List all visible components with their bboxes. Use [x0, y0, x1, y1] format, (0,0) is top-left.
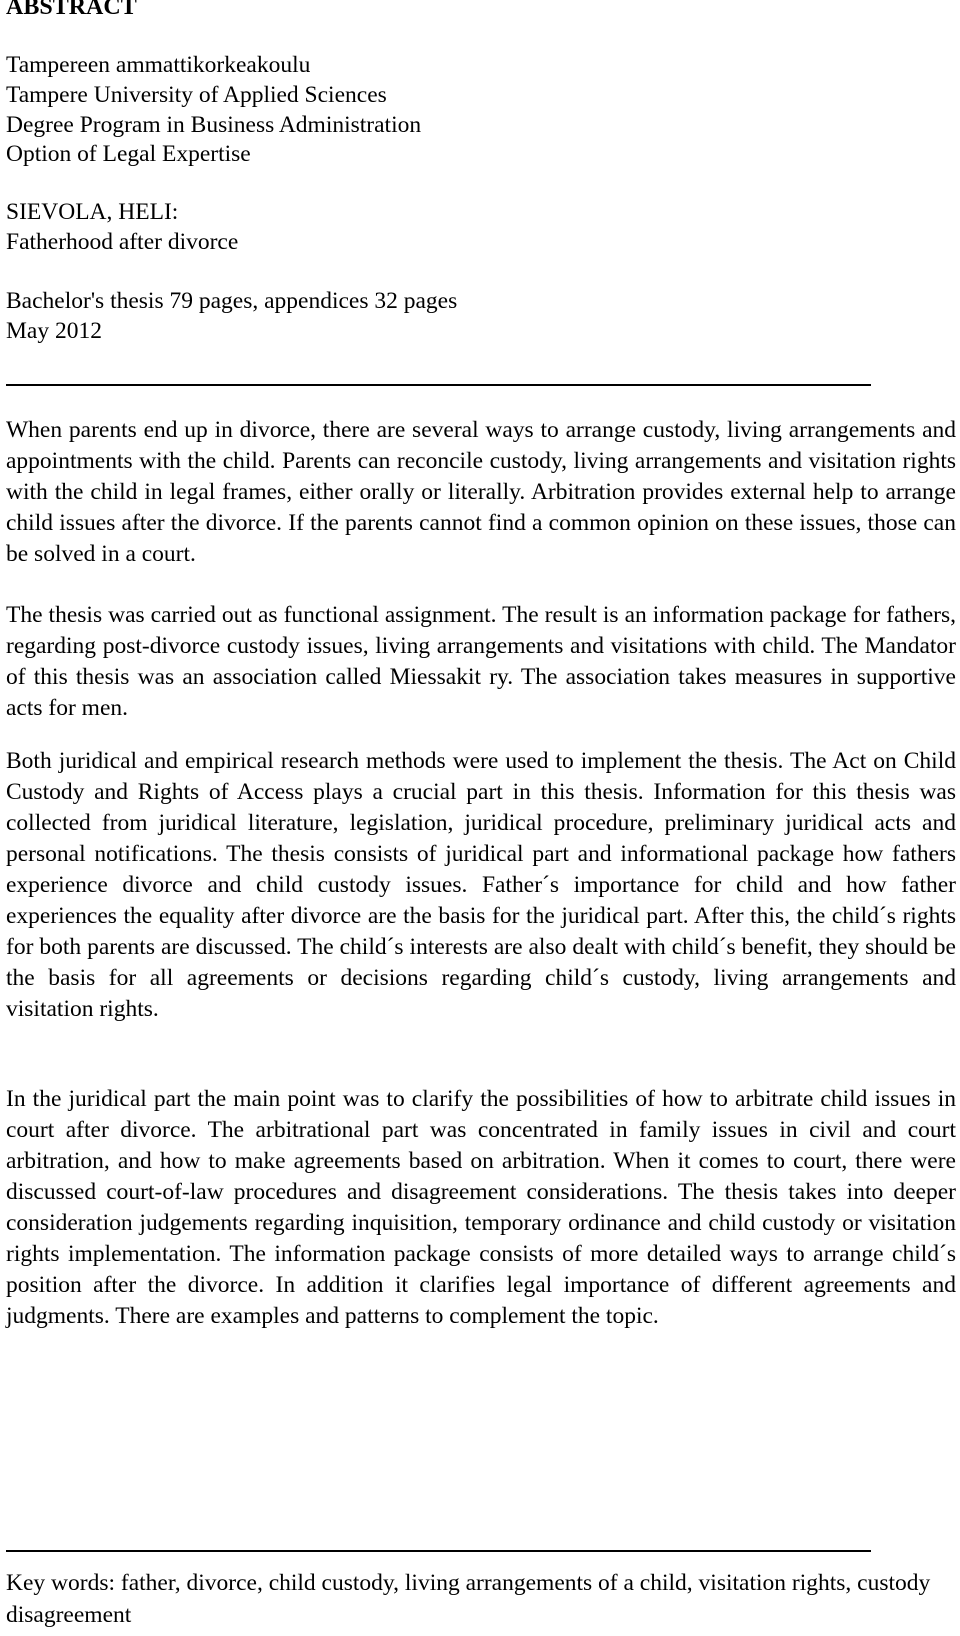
institution-name-english: Tampere University of Applied Sciences [6, 82, 387, 108]
degree-program: Degree Program in Business Administration [6, 112, 422, 138]
abstract-paragraph-2: The thesis was carried out as functional assignment. The result is an information package for fathers, regarding post-divorce custody issues, living arrangements and visitations with child. The Mandator of this thesis was an association called Miessakit ry. The association takes measures in supportive acts for men. [6, 602, 956, 721]
abstract-paragraph-4: In the juridical part the main point was to clarify the possibilities of how to arbitrate child issues in court after divorce. The arbitrational part was concentrated in family issues in civil and court arbitration, and how to make agreements based on arbitration. When it comes to court, there were discussed court-of-law procedures and disagreement considerations. The thesis takes into deeper consideration judgements regarding inquisition, temporary ordinance and child custody or visitation rights implementation. The information package consists of more detailed ways to arrange child´s position after the divorce. In addition it clarifies legal importance of different agreements and judgments. There are examples and patterns to complement the topic. [6, 1086, 956, 1329]
thesis-title: Fatherhood after divorce [6, 229, 239, 255]
abstract-heading: ABSTRACT [6, 0, 137, 20]
footer-divider [6, 1550, 871, 1552]
abstract-paragraph-1: When parents end up in divorce, there are several ways to arrange custody, living arrangements and appointments with the child. Parents can reconcile custody, living arrangements and visitation rights with the child in legal frames, either orally or literally. Arbitration provides external help to arrange child issues after the divorce. If the parents cannot find a common opinion on these issues, those can be solved in a court. [6, 417, 956, 567]
thesis-info: Bachelor's thesis 79 pages, appendices 32 pages [6, 288, 458, 314]
header-divider [6, 384, 871, 386]
abstract-paragraph-3: Both juridical and empirical research methods were used to implement the thesis. The Act on Child Custody and Rights of Access plays a crucial part in this thesis. Information for this thesis was collected from juridical literature, legislation, juridical procedure, preliminary juridical acts and personal notifications. The thesis consists of juridical part and informational package how fathers experience divorce and child custody issues. Father´s importance for child and how father experiences the equality after divorce are the basis for the juridical part. After this, the child´s rights for both parents are discussed. The child´s interests are also dealt with child´s benefit, they should be the basis for all agreements or decisions regarding child´s custody, living arrangements and visitation rights. [6, 748, 956, 1022]
thesis-date: May 2012 [6, 318, 102, 344]
degree-option: Option of Legal Expertise [6, 141, 251, 167]
author-name: SIEVOLA, HELI: [6, 199, 179, 225]
institution-name-finnish: Tampereen ammattikorkeakoulu [6, 52, 311, 78]
keywords: Key words: father, divorce, child custody, living arrangements of a child, visitation rights, custody disagreement [6, 1570, 931, 1628]
